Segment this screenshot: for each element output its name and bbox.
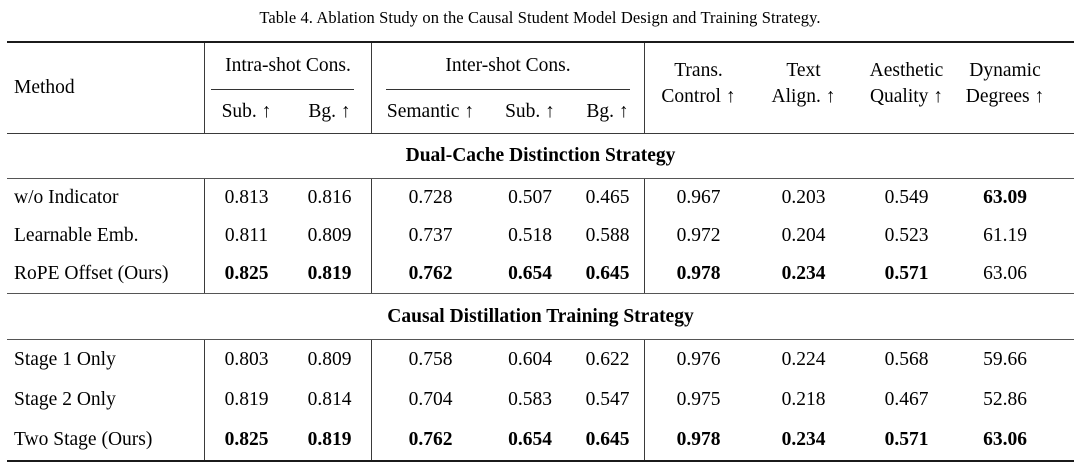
value-cell: 0.547 xyxy=(585,389,630,410)
value-cell: 0.654 xyxy=(508,429,552,450)
value-cell: 0.825 xyxy=(224,429,269,450)
section-heading-causal-distillation: Causal Distillation Training Strategy xyxy=(7,293,1074,340)
subheader-inter-sub: Sub. ↑ xyxy=(505,100,555,122)
value-cell: 0.737 xyxy=(408,225,453,246)
value-cell: 0.758 xyxy=(408,349,453,370)
table-row xyxy=(7,179,1074,217)
value-cell: 0.728 xyxy=(408,187,453,208)
value-cell: 0.816 xyxy=(307,187,352,208)
value-cell: 0.803 xyxy=(224,349,269,370)
value-cell: 0.588 xyxy=(585,225,630,246)
value-cell: 0.549 xyxy=(884,187,929,208)
value-cell: 0.809 xyxy=(307,349,352,370)
table-header xyxy=(7,43,1074,133)
value-cell: 0.819 xyxy=(307,429,352,450)
value-cell: 0.604 xyxy=(508,349,552,370)
table-row xyxy=(7,340,1074,380)
section-heading-dual-cache: Dual-Cache Distinction Strategy xyxy=(7,133,1074,179)
value-cell: 0.224 xyxy=(781,349,826,370)
subheader-inter-bg: Bg. ↑ xyxy=(586,100,629,122)
value-cell: 0.813 xyxy=(224,187,269,208)
header-dynamic-degrees: Dynamic Degrees ↑ xyxy=(965,60,1045,107)
header-trans-control: Trans. Control ↑ xyxy=(661,60,736,107)
table-row xyxy=(7,217,1074,255)
value-cell: 0.819 xyxy=(307,263,352,284)
value-cell: 0.467 xyxy=(884,389,929,410)
value-cell: 0.645 xyxy=(585,263,630,284)
value-cell: 0.571 xyxy=(884,263,929,284)
method-cell: Stage 2 Only xyxy=(14,389,116,410)
value-cell: 61.19 xyxy=(983,225,1027,246)
group-header-intra-shot xyxy=(204,43,371,133)
value-cell: 0.218 xyxy=(781,389,826,410)
value-cell: 59.66 xyxy=(983,349,1027,370)
value-cell: 0.809 xyxy=(307,225,352,246)
method-column-header: Method xyxy=(14,77,75,98)
value-cell: 0.978 xyxy=(676,263,721,284)
method-cell: Learnable Emb. xyxy=(14,225,139,246)
value-cell: 0.976 xyxy=(676,349,721,370)
value-cell: 0.762 xyxy=(408,263,453,284)
value-cell: 0.523 xyxy=(884,225,929,246)
value-cell: 0.568 xyxy=(884,349,929,370)
method-cell: w/o Indicator xyxy=(14,187,119,208)
value-cell: 52.86 xyxy=(983,389,1027,410)
subheader-intra-bg: Bg. ↑ xyxy=(308,100,351,122)
value-cell: 0.465 xyxy=(585,187,630,208)
table-row xyxy=(7,255,1074,293)
value-cell: 0.203 xyxy=(781,187,826,208)
value-cell: 0.762 xyxy=(408,429,453,450)
value-cell: 0.234 xyxy=(781,429,826,450)
intra-shot-label: Intra-shot Cons. xyxy=(225,55,351,76)
subheader-intra-sub: Sub. ↑ xyxy=(221,100,272,122)
header-text-align: Text Align. ↑ xyxy=(771,60,836,107)
group-header-inter-shot xyxy=(371,43,644,133)
table-row xyxy=(7,420,1074,460)
method-cell: RoPE Offset (Ours) xyxy=(14,263,169,284)
value-cell: 63.09 xyxy=(983,187,1027,208)
subheader-inter-semantic: Semantic ↑ xyxy=(386,100,475,122)
value-cell: 0.645 xyxy=(585,429,630,450)
value-cell: 0.704 xyxy=(408,389,453,410)
ablation-table xyxy=(7,41,1074,462)
value-cell: 63.06 xyxy=(983,429,1027,450)
section-dual-cache-rows xyxy=(7,179,1074,293)
value-cell: 0.978 xyxy=(676,429,721,450)
value-cell: 0.654 xyxy=(508,263,552,284)
value-cell: 0.975 xyxy=(676,389,721,410)
value-cell: 0.972 xyxy=(676,225,721,246)
header-aesthetic-quality: Aesthetic Quality ↑ xyxy=(869,60,944,107)
value-cell: 0.825 xyxy=(224,263,269,284)
value-cell: 0.204 xyxy=(781,225,826,246)
value-cell: 0.811 xyxy=(224,225,269,246)
value-cell: 0.967 xyxy=(676,187,721,208)
value-cell: 0.518 xyxy=(508,225,552,246)
value-cell: 0.819 xyxy=(224,389,269,410)
value-cell: 0.507 xyxy=(508,187,552,208)
group-header-metrics xyxy=(644,43,1074,133)
value-cell: 63.06 xyxy=(983,263,1027,284)
table-caption: Table 4. Ablation Study on the Causal Student Model Design and Training Strategy. xyxy=(259,8,821,27)
table-row xyxy=(7,380,1074,420)
value-cell: 0.234 xyxy=(781,263,826,284)
value-cell: 0.571 xyxy=(884,429,929,450)
inter-shot-label: Inter-shot Cons. xyxy=(445,55,571,76)
section-causal-distillation-rows xyxy=(7,340,1074,460)
value-cell: 0.814 xyxy=(307,389,352,410)
value-cell: 0.583 xyxy=(508,389,552,410)
method-cell: Two Stage (Ours) xyxy=(14,429,153,450)
value-cell: 0.622 xyxy=(585,349,630,370)
method-cell: Stage 1 Only xyxy=(14,349,116,370)
